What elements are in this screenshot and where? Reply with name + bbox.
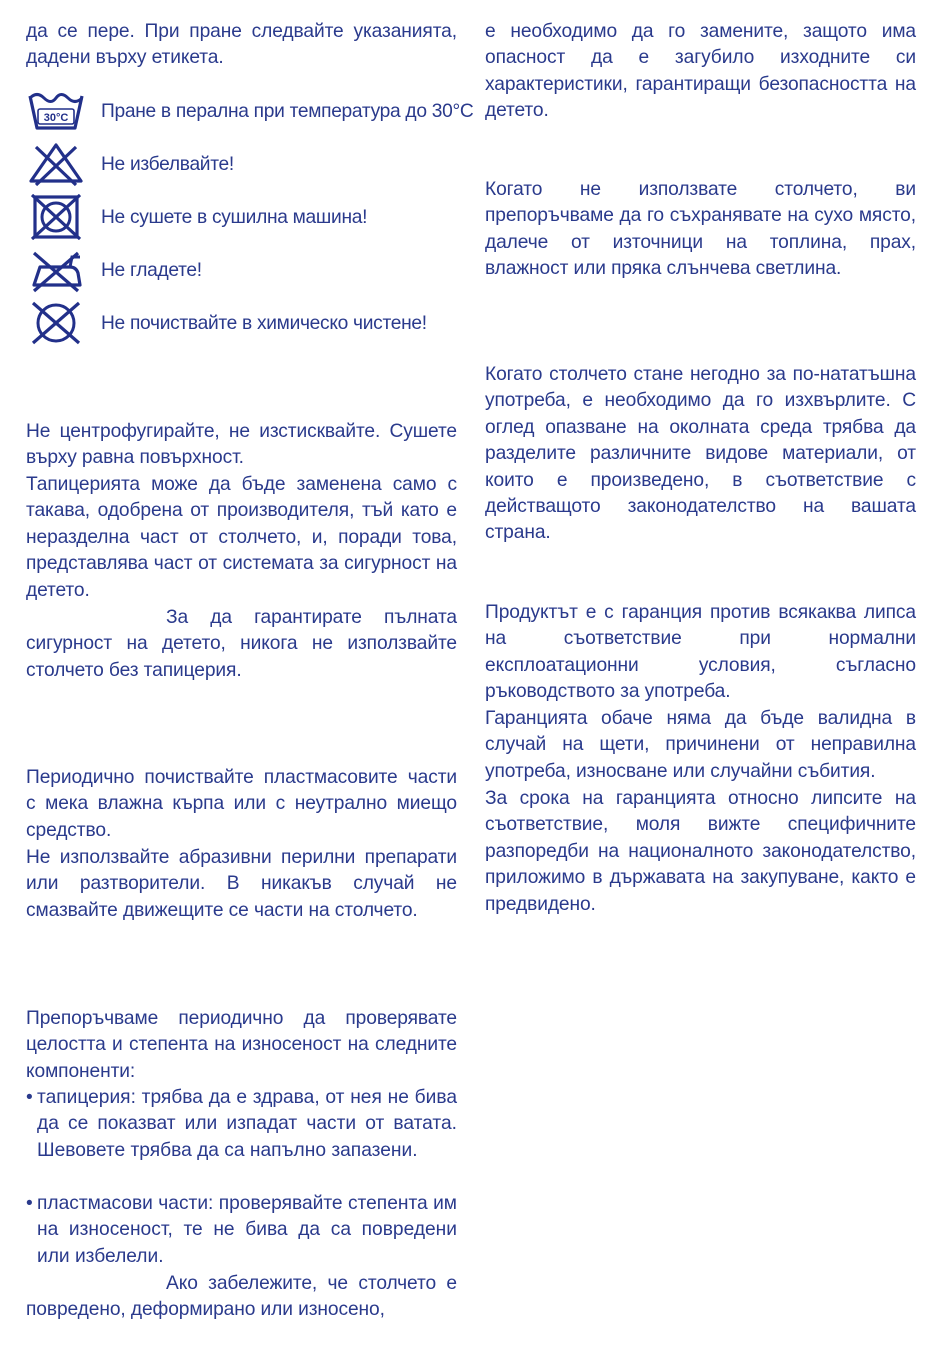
- care-label-bleach: Не избелвайте!: [101, 154, 234, 175]
- care-row-iron: [26, 247, 466, 295]
- dry-text: Не центрофугирайте, не изстисквайте. Сушете върху равна повърхност.: [26, 421, 457, 469]
- warranty-invalid-text: Гаранцията обаче няма да бъде валидна в случай на щети, причинени от неправилна употреба, износване или случайни събития.: [485, 708, 916, 782]
- bullet-dot: •: [26, 1193, 33, 1214]
- storage-text: Когато не използвате столчето, ви препоръчваме да го съхранявате на сухо място, далече от източници на топлина, прах, влажност или пряка слънчева светлина.: [485, 179, 916, 280]
- care-label-tumble: Не сушете в сушилна машина!: [101, 207, 368, 228]
- care-label-iron: Не гладете!: [101, 260, 202, 281]
- care-label-dryclean: Не почиствайте в химическо чистене!: [101, 313, 427, 334]
- intro-text: да се пере. При пране следвайте указанията, дадени върху етикета.: [26, 21, 457, 69]
- check-text: Препоръчваме периодично да проверявате целостта и степента на износеност на следните компоненти:: [26, 1008, 457, 1082]
- do-not-iron-icon: [26, 247, 86, 293]
- do-not-bleach-icon: [26, 141, 86, 187]
- upholstery-text: Тапицерията може да бъде заменена само с такава, одобрена от производителя, тъй като е неразделна част от столчето, и, поради това, представлява част от системата за сигурност на детето.: [26, 474, 457, 601]
- wash-temp-text: 30°C: [43, 112, 69, 124]
- care-row-dryclean: [26, 300, 466, 348]
- care-row-bleach: [26, 141, 466, 189]
- care-label-wash: Пране в перална при температура до 30°С: [101, 101, 474, 122]
- do-not-tumble-dry-icon: [26, 194, 86, 240]
- care-row-wash: [26, 88, 474, 136]
- bullet-dot: •: [26, 1087, 33, 1108]
- wash-30c-icon: [26, 88, 86, 134]
- upholstery-warning-text: За да гарантирате пълната сигурност на детето, никога не използвайте столчето без тапицерия.: [26, 607, 457, 681]
- care-row-tumble: [26, 194, 466, 242]
- bullet-text-upholstery: тапицерия: трябва да е здрава, от нея не бива да се показват или изпадат части от ватата. Шевовете трябва да са напълно запазени.: [37, 1087, 457, 1161]
- abrasive-text: Не използвайте абразивни перилни препарати или разтворители. В никакъв случай не смазвайте движещите се части на столчето.: [26, 847, 457, 921]
- damaged-text: Ако забележите, че столчето е повредено, деформирано или износено,: [26, 1273, 457, 1321]
- do-not-dry-clean-icon: [26, 300, 86, 346]
- disposal-text: Когато столчето стане негодно за по-нататъшна употреба, е необходимо да го изхвърлите. С оглед опазване на околната среда трябва да разделите различните видове материали, от които е произведено, в съответствие с действащото законодателство на вашата страна.: [485, 364, 916, 544]
- cleaning-text: Периодично почиствайте пластмасовите части с мека влажна кърпа или с неутрално миещо средство.: [26, 767, 457, 841]
- warranty-term-text: За срока на гаранцията относно липсите на съответствие, моля вижте специфичните разпоредби на националното законодателство, приложимо в държавата на закупуване, както е предвидено.: [485, 788, 916, 915]
- replace-text: е необходимо да го замените, защото има опасност да е загубило изходните си характеристики, гарантиращи безопасността на детето.: [485, 21, 916, 122]
- warranty-text: Продуктът е с гаранция против всякаква липса на съответствие при нормални експлоатационни условия, съгласно ръководството за употреба.: [485, 602, 916, 703]
- bullet-text-plastic: пластмасови части: проверявайте степента им на износеност, те не бива да са повредени или избелели.: [37, 1193, 457, 1267]
